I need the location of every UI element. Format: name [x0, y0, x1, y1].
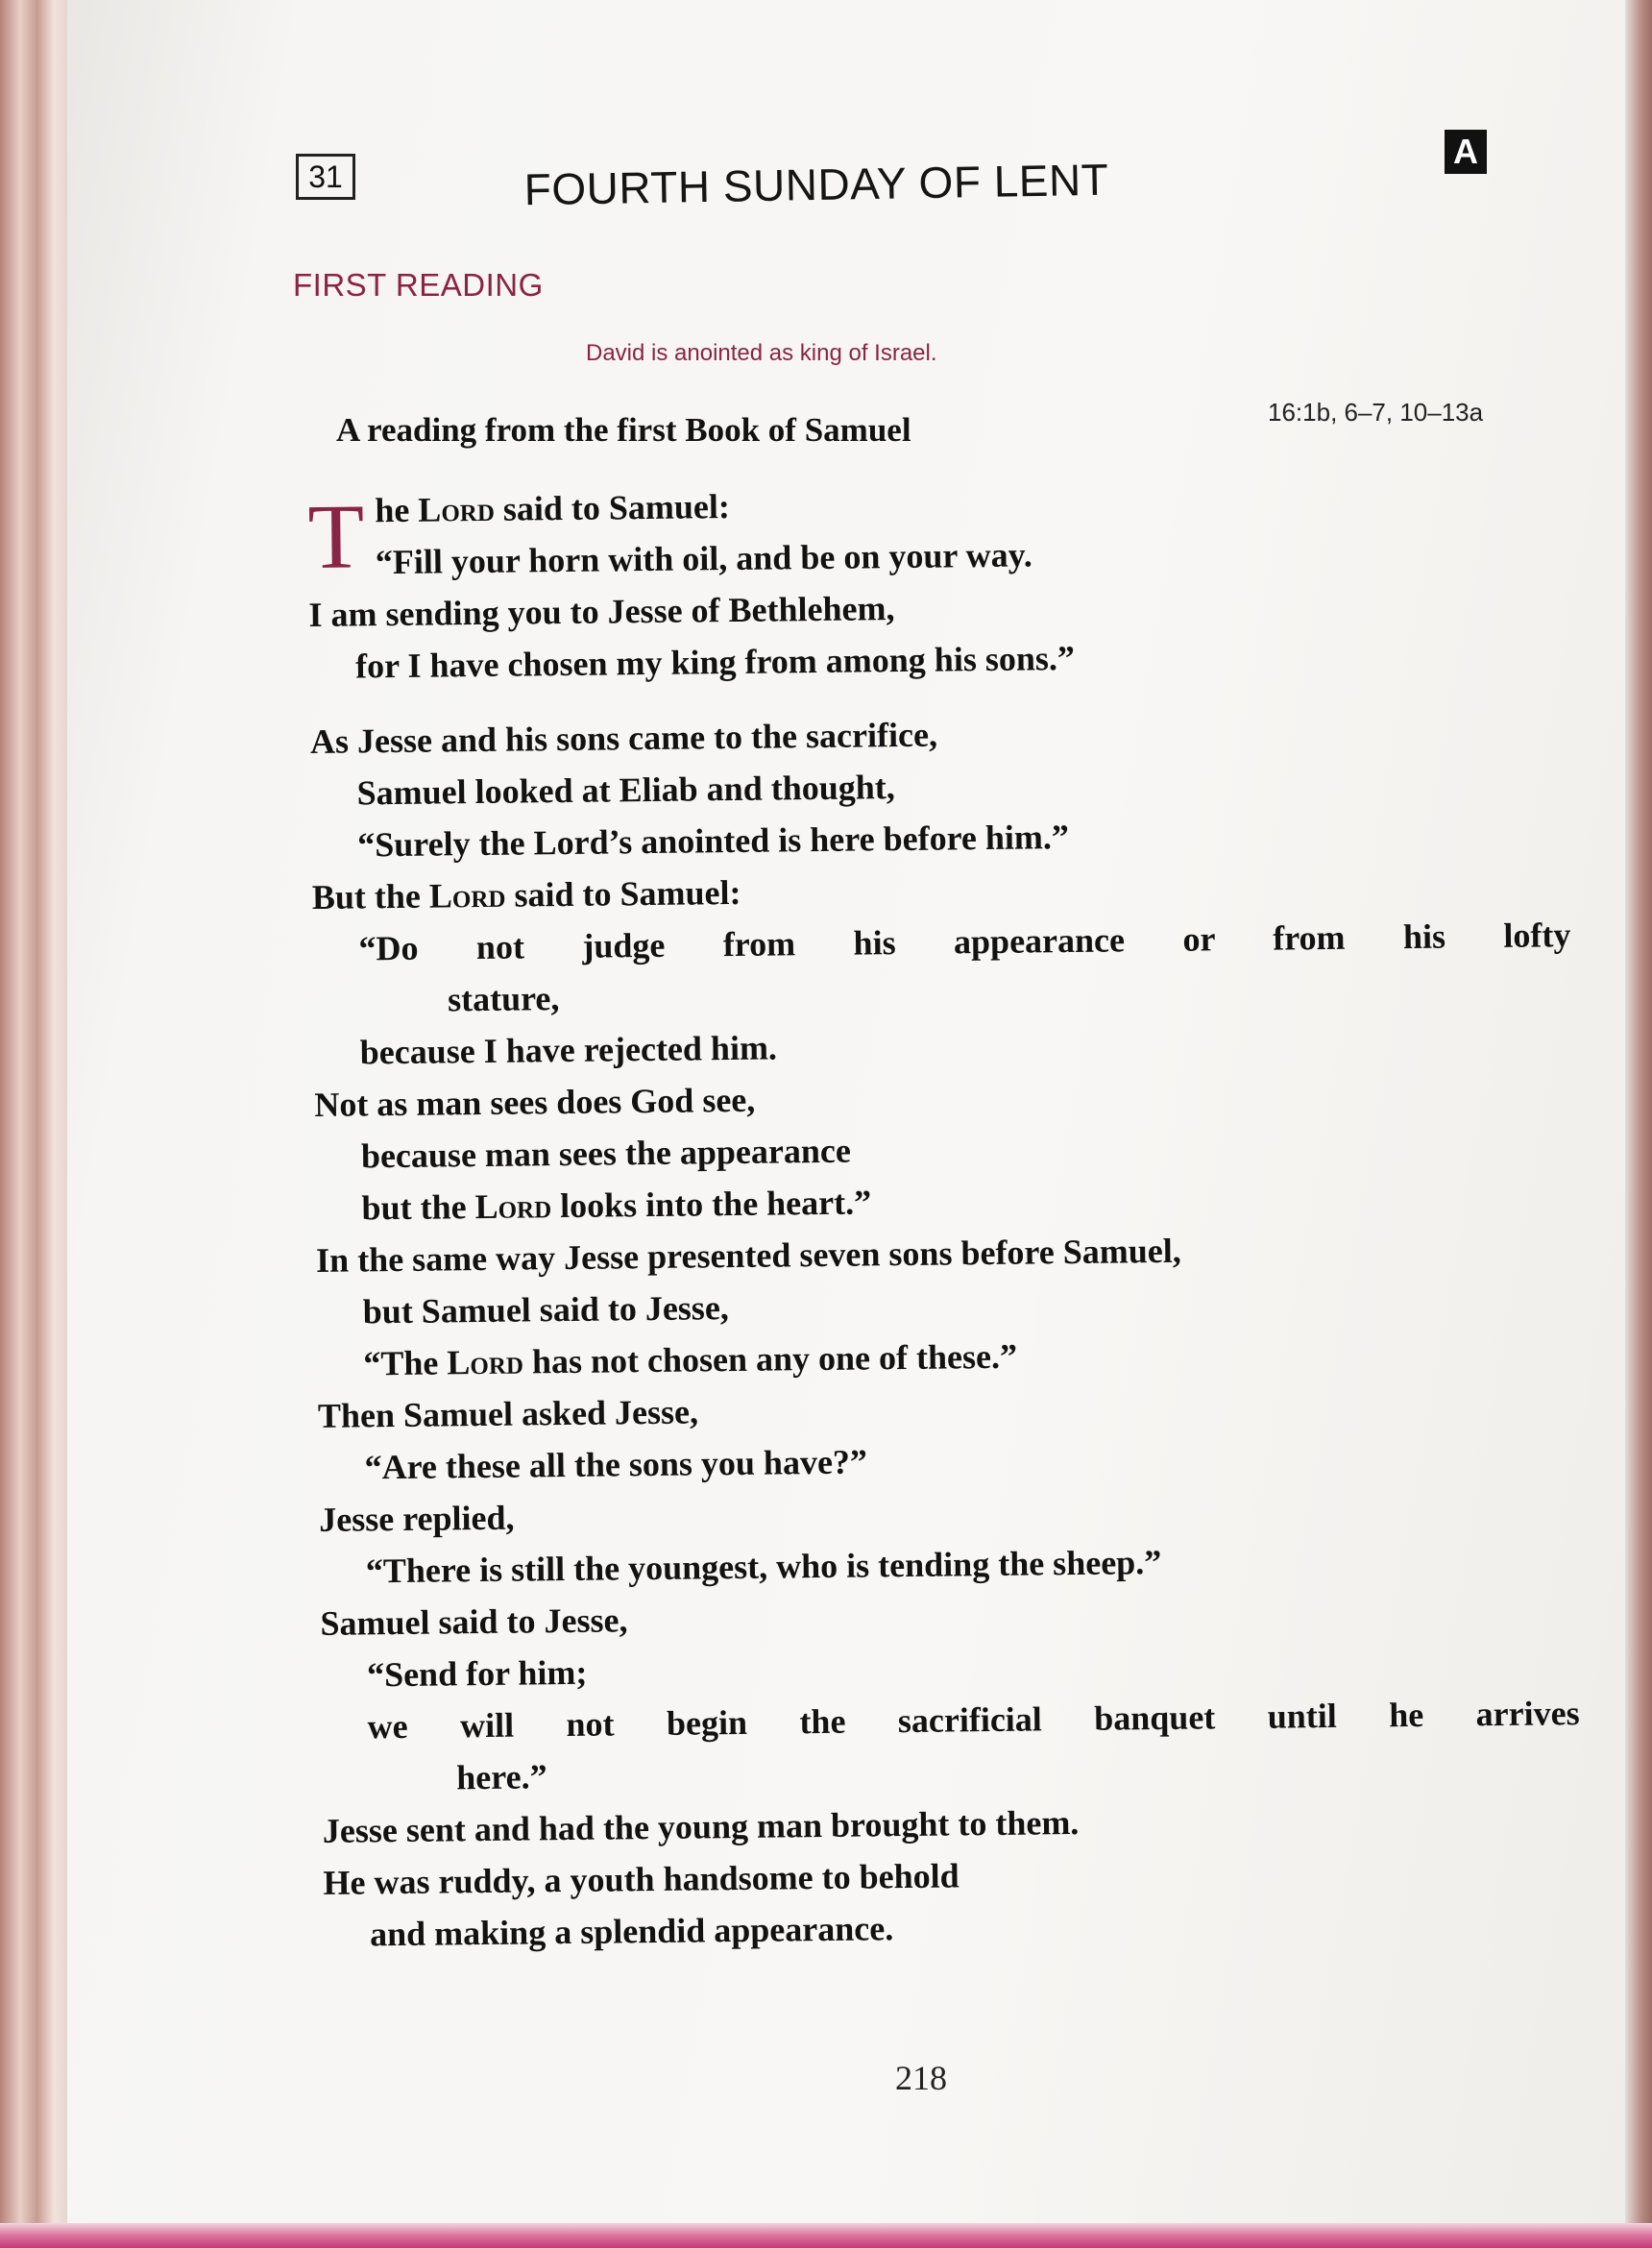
scripture-citation: 16:1b, 6–7, 10–13a [1268, 398, 1484, 427]
reading-line: for I have chosen my king from among his sons.” [354, 638, 1076, 686]
reading-line: Jesse replied, [318, 1498, 515, 1539]
section-label: FIRST READING [293, 267, 544, 303]
reading-line: Samuel said to Jesse, [320, 1600, 628, 1643]
reading-line: He was ruddy, a youth handsome to behold [323, 1856, 960, 1902]
reading-line: “Send for him; [366, 1652, 588, 1695]
book-binding-left [0, 0, 67, 2248]
book-edge-right [1625, 0, 1652, 2248]
reading-intro: A reading from the first Book of Samuel [336, 411, 911, 449]
reading-text [307, 471, 1582, 1961]
reading-line: stature, [447, 979, 560, 1019]
reading-line: because I have rejected him. [359, 1028, 778, 1072]
reading-line: “Do not judge from his appearance or from his lofty [358, 916, 1571, 968]
reading-line: T he Lord said to Samuel: [307, 484, 731, 588]
cycle-badge: A [1445, 130, 1487, 174]
reading-line: As Jesse and his sons came to the sacrifice, [309, 715, 938, 761]
reading-line: “Fill your horn with oil, and be on your way. [375, 535, 1032, 582]
reading-line: In the same way Jesse presented seven sons before Samuel, [315, 1231, 1181, 1280]
page-title: FOURTH SUNDAY OF LENT [523, 154, 1109, 215]
reading-line: “Are these all the sons you have?” [364, 1442, 868, 1487]
reading-line: we will not begin the sacrificial banquet until he arrives [367, 1694, 1580, 1747]
reading-line: because man sees the appearance [360, 1131, 852, 1176]
reading-line: Jesse sent and had the young man brought to them. [322, 1802, 1080, 1850]
book-cover-bottom [0, 2223, 1652, 2248]
reading-line: I am sending you to Jesse of Bethlehem, [308, 589, 895, 634]
reading-line: Then Samuel asked Jesse, [317, 1392, 699, 1435]
reading-line: here.” [456, 1757, 547, 1797]
reading-summary: David is anointed as king of Israel. [586, 340, 937, 366]
reading-line: “Surely the Lord’s anointed is here before him.” [357, 818, 1070, 865]
drop-cap-letter: T [307, 484, 365, 588]
lectionary-page [67, 0, 1625, 2223]
lectionary-number-box: 31 [296, 154, 355, 200]
reading-line: Samuel looked at Eliab and thought, [356, 768, 895, 813]
reading-line: But the Lord said to Samuel: [311, 872, 741, 916]
reading-line: but the Lord looks into the heart.” [361, 1183, 872, 1228]
reading-line: “The Lord has not chosen any one of these.” [363, 1336, 1018, 1383]
reading-line: “There is still the youngest, who is tending the sheep.” [365, 1542, 1162, 1591]
reading-line: and making a splendid appearance. [369, 1909, 894, 1954]
page-number: 218 [895, 2059, 947, 2097]
reading-line: but Samuel said to Jesse, [362, 1288, 730, 1332]
reading-line: Not as man sees does God see, [314, 1080, 756, 1124]
